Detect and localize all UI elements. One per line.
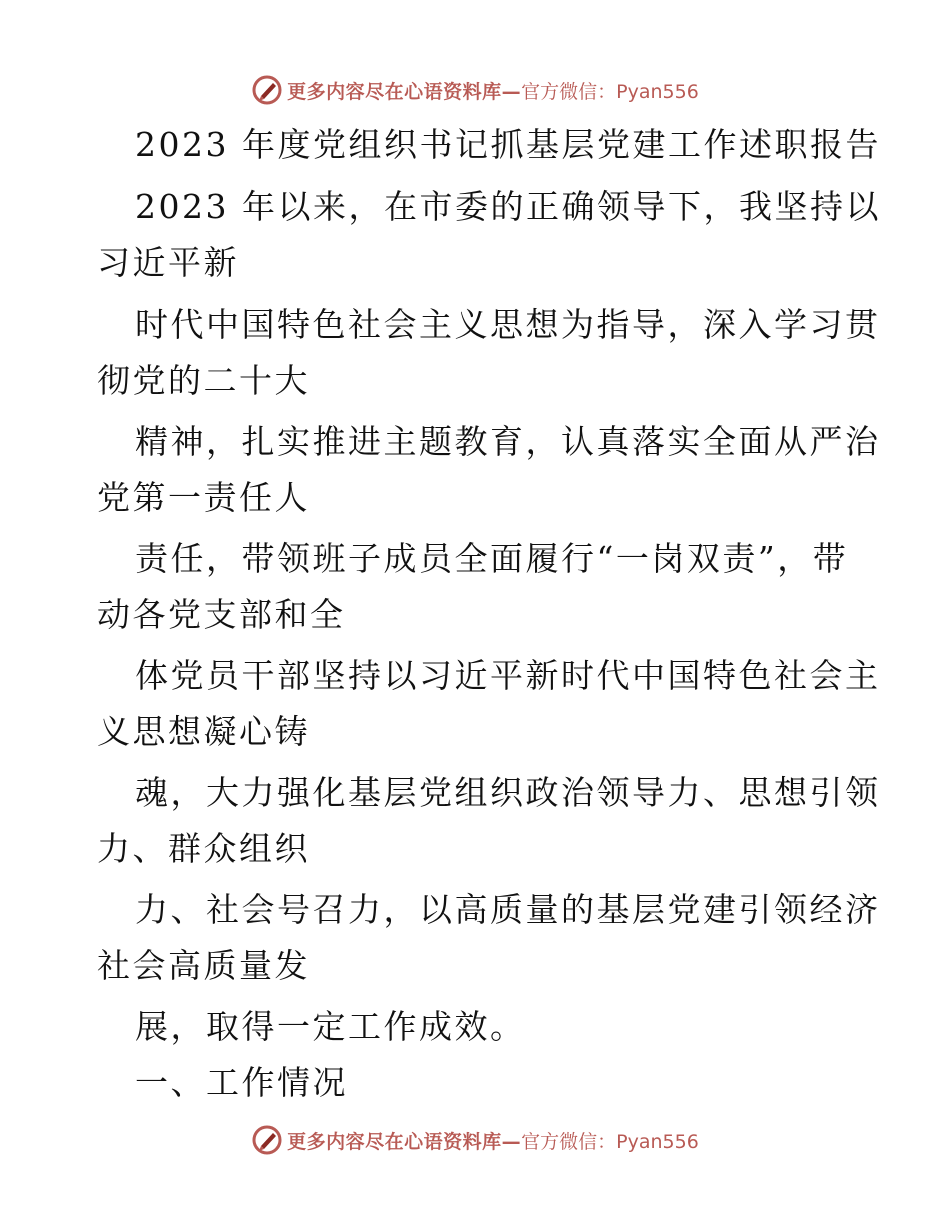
watermark-wechat: 官方微信：Pyan556: [521, 1130, 699, 1153]
paragraph-line: 党第一责任人: [97, 478, 310, 517]
paragraph-line: 责任，带领班子成员全面履行“一岗双责”，带: [135, 539, 849, 578]
watermark-text: 更多内容尽在心语资料库—: [287, 1130, 522, 1153]
watermark-wechat: 官方微信：Pyan556: [521, 80, 699, 103]
paragraph-line: 魂，大力强化基层党组织政治领导力、思想引领: [135, 773, 881, 812]
paragraph-line: 2023 年以来，在市委的正确领导下，我坚持以: [135, 187, 881, 226]
paragraph-line: 时代中国特色社会主义思想为指导，深入学习贯: [135, 305, 881, 344]
paragraph-line: 习近平新: [97, 243, 239, 282]
paragraph-line: 动各党支部和全: [97, 595, 346, 634]
pen-logo-icon: [251, 1124, 283, 1156]
watermark-banner-top: [0, 70, 950, 110]
section-heading: 一、工作情况: [135, 1063, 348, 1102]
paragraph-line: 力、社会号召力，以高质量的基层党建引领经济: [135, 890, 881, 929]
paragraph-line: 社会高质量发: [97, 946, 310, 985]
watermark-banner-bottom: [0, 1120, 950, 1160]
paragraph-line: 展，取得一定工作成效。: [135, 1007, 526, 1046]
pen-logo-icon: [251, 74, 283, 106]
paragraph-line: 精神，扎实推进主题教育，认真落实全面从严治: [135, 422, 881, 461]
document-title: 2023 年度党组织书记抓基层党建工作述职报告: [135, 125, 881, 164]
paragraph-line: 力、群众组织: [97, 829, 310, 868]
paragraph-line: 义思想凝心铸: [97, 712, 310, 751]
paragraph-line: 彻党的二十大: [97, 361, 310, 400]
paragraph-line: 体党员干部坚持以习近平新时代中国特色社会主: [135, 656, 881, 695]
watermark-text: 更多内容尽在心语资料库—: [287, 80, 522, 103]
